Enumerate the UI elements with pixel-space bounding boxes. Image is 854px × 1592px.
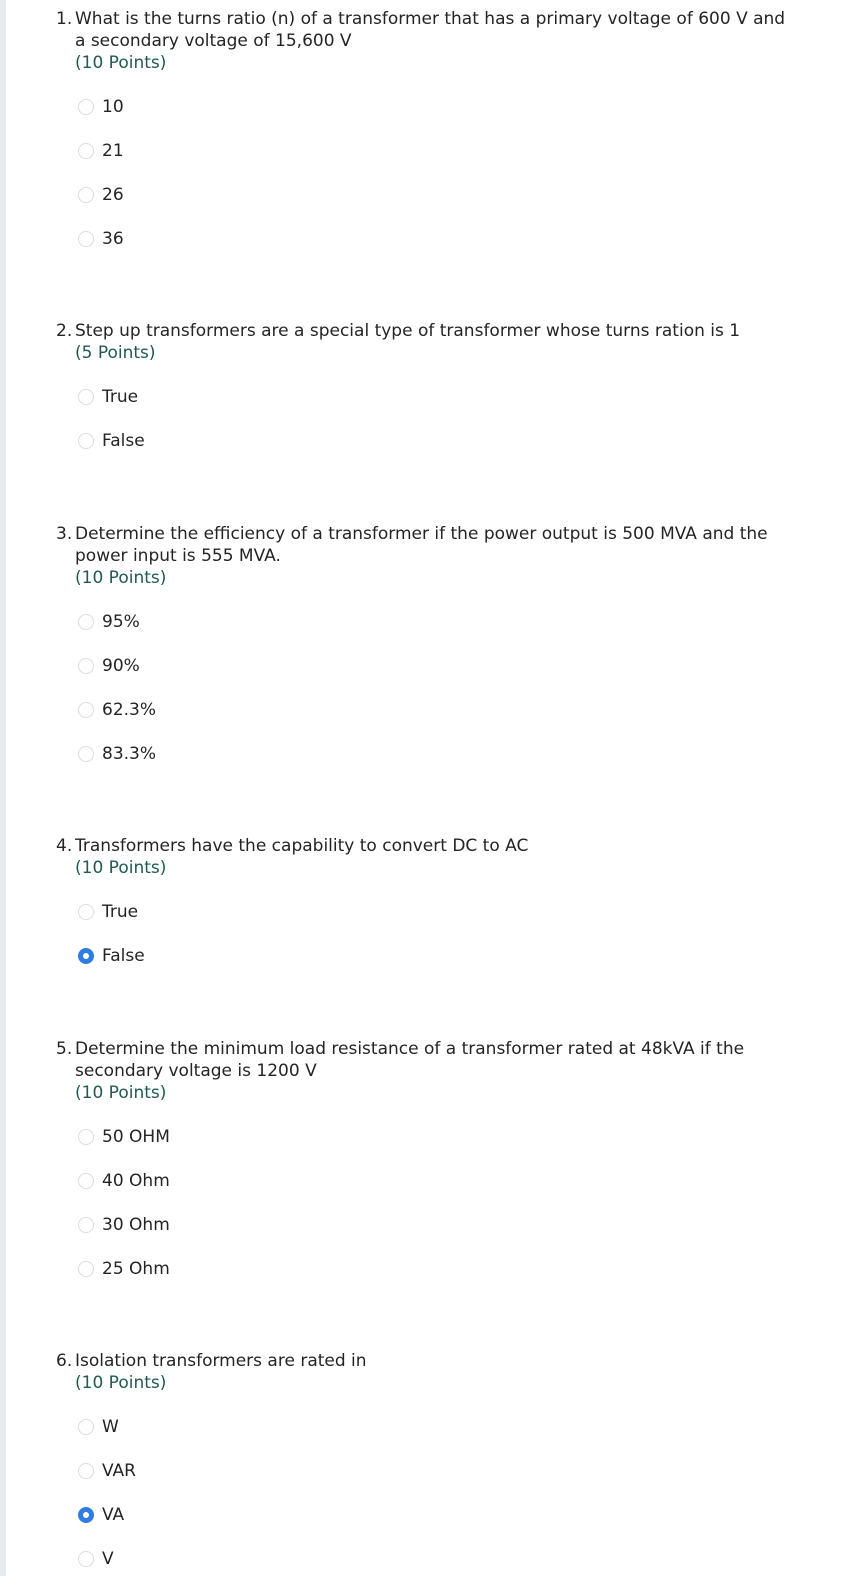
option-false[interactable] <box>78 945 796 967</box>
option-label: 36 <box>102 229 124 249</box>
option-var[interactable] <box>78 1460 796 1482</box>
option-w[interactable] <box>78 1416 796 1438</box>
question-text: Step up transformers are a special type of transformer whose turns ration is 1 <box>75 321 741 341</box>
question-points: (5 Points) <box>75 343 156 363</box>
question-text: What is the turns ratio (n) of a transformer that has a primary voltage of 600 V and a secondary voltage of 15,600 V <box>75 9 786 51</box>
question-text: Transformers have the capability to convert DC to AC <box>75 836 529 856</box>
question-title <box>56 523 796 567</box>
radio-button[interactable] <box>78 143 94 159</box>
option-40-ohm[interactable] <box>78 1170 796 1192</box>
option-va[interactable] <box>78 1504 796 1526</box>
left-rail <box>0 0 6 1576</box>
question-1 <box>56 8 796 272</box>
option-label: True <box>102 387 139 407</box>
option-83-3-percent[interactable] <box>78 743 796 765</box>
question-title <box>56 835 796 857</box>
question-number: 1. <box>56 9 73 29</box>
question-number: 2. <box>56 321 73 341</box>
question-3 <box>56 523 796 787</box>
option-label: W <box>102 1417 119 1437</box>
option-label: 40 Ohm <box>102 1171 170 1191</box>
option-label: True <box>102 902 139 922</box>
radio-button[interactable] <box>78 904 94 920</box>
question-number: 4. <box>56 836 73 856</box>
option-list <box>78 1416 796 1570</box>
option-26[interactable] <box>78 184 796 206</box>
option-label: V <box>102 1549 114 1569</box>
option-label: VAR <box>102 1461 136 1481</box>
option-label: 21 <box>102 141 124 161</box>
option-list <box>78 386 796 452</box>
question-points: (10 Points) <box>75 53 167 73</box>
option-10[interactable] <box>78 96 796 118</box>
option-30-ohm[interactable] <box>78 1214 796 1236</box>
question-5 <box>56 1038 796 1302</box>
question-number: 6. <box>56 1351 73 1371</box>
question-text: Isolation transformers are rated in <box>75 1351 367 1371</box>
radio-button[interactable] <box>78 1551 94 1567</box>
question-text: Determine the minimum load resistance of a transformer rated at 48kVA if the secondary voltage is 1200 V <box>75 1039 745 1081</box>
option-label: 50 OHM <box>102 1127 170 1147</box>
radio-button[interactable] <box>78 614 94 630</box>
option-label: 30 Ohm <box>102 1215 170 1235</box>
question-title <box>56 8 796 52</box>
radio-button[interactable] <box>78 746 94 762</box>
option-list <box>78 96 796 250</box>
option-label: VA <box>102 1505 125 1525</box>
option-label: 62.3% <box>102 700 157 720</box>
radio-button[interactable] <box>78 1217 94 1233</box>
option-label: 10 <box>102 97 124 117</box>
option-list <box>78 901 796 967</box>
option-62-3-percent[interactable] <box>78 699 796 721</box>
option-label: 83.3% <box>102 744 157 764</box>
question-4 <box>56 835 796 989</box>
option-label: False <box>102 431 145 451</box>
option-v[interactable] <box>78 1548 796 1570</box>
option-list <box>78 611 796 765</box>
radio-button[interactable] <box>78 702 94 718</box>
option-90-percent[interactable] <box>78 655 796 677</box>
question-number: 3. <box>56 524 73 544</box>
radio-button[interactable] <box>78 99 94 115</box>
radio-button[interactable] <box>78 1261 94 1277</box>
option-true[interactable] <box>78 386 796 408</box>
question-title <box>56 1038 796 1082</box>
radio-button[interactable] <box>78 1419 94 1435</box>
question-points: (10 Points) <box>75 1373 167 1393</box>
radio-button[interactable] <box>78 1173 94 1189</box>
option-false[interactable] <box>78 430 796 452</box>
question-points: (10 Points) <box>75 568 167 588</box>
option-21[interactable] <box>78 140 796 162</box>
question-6 <box>56 1350 796 1592</box>
question-points: (10 Points) <box>75 1083 167 1103</box>
radio-button[interactable] <box>78 231 94 247</box>
radio-button[interactable] <box>78 1129 94 1145</box>
option-label: 90% <box>102 656 140 676</box>
radio-button[interactable] <box>78 1463 94 1479</box>
option-label: 95% <box>102 612 140 632</box>
radio-button[interactable] <box>78 389 94 405</box>
radio-button-selected[interactable] <box>78 1507 94 1523</box>
question-text: Determine the efficiency of a transformer if the power output is 500 MVA and the power input is 555 MVA. <box>75 524 768 566</box>
option-true[interactable] <box>78 901 796 923</box>
option-95-percent[interactable] <box>78 611 796 633</box>
radio-button[interactable] <box>78 187 94 203</box>
question-2 <box>56 320 796 474</box>
radio-button[interactable] <box>78 658 94 674</box>
option-25-ohm[interactable] <box>78 1258 796 1280</box>
question-number: 5. <box>56 1039 73 1059</box>
question-title <box>56 1350 796 1372</box>
question-points: (10 Points) <box>75 858 167 878</box>
option-36[interactable] <box>78 228 796 250</box>
option-list <box>78 1126 796 1280</box>
option-label: 25 Ohm <box>102 1259 170 1279</box>
radio-button-selected[interactable] <box>78 948 94 964</box>
option-label: False <box>102 946 145 966</box>
option-label: 26 <box>102 185 124 205</box>
option-50-ohm[interactable] <box>78 1126 796 1148</box>
radio-button[interactable] <box>78 433 94 449</box>
question-title <box>56 320 796 342</box>
